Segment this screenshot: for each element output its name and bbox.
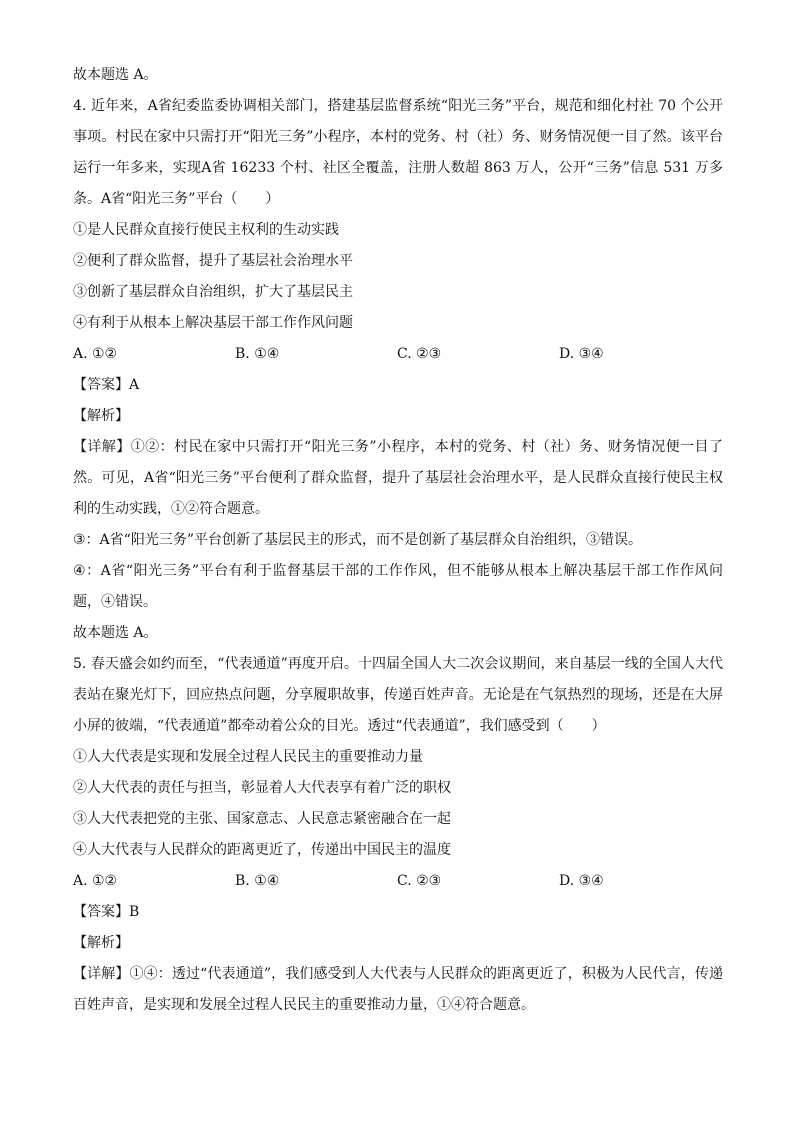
detail-paragraph: ③：A省“阳光三务”平台创新了基层民主的形式，而不是创新了基层群众自治组织，③错误。 bbox=[73, 532, 642, 548]
statement-option: ②便利了群众监督，提升了基层社会治理水平 bbox=[73, 253, 353, 269]
detail-paragraph: 【详解】①②：村民在家中只需打开“阳光三务”小程序，本村的党务、村（社）务、财务情况便一目了然。可见，A省“阳光三务”平台便利了群众监督，提升了基层社会治理水平，是人民群众直接行使民主权利的生动实践，①②符合题意。 bbox=[73, 439, 723, 517]
question-stem: 5. 春天盛会如约而至，“代表通道”再度开启。十四届全国人大二次会议期间，来自基层一线的全国人大代表站在聚光灯下，回应热点问题，分享履职故事，传递百姓声音。无论是在气氛热烈的现场，还是在大屏小屏的彼端，“代表通道”都牵动着公众的目光。透过“代表通道”，我们感受到（ ） bbox=[73, 656, 723, 734]
choice-c: C. ②③ bbox=[397, 873, 442, 889]
answer-choices bbox=[73, 339, 723, 370]
choice-d: D. ③④ bbox=[559, 346, 604, 362]
answer-choices bbox=[73, 866, 723, 897]
question-5 bbox=[73, 649, 723, 1021]
statement-option: ①人大代表是实现和发展全过程人民民主的重要推动力量 bbox=[73, 749, 423, 765]
analysis-label: 【解析】 bbox=[73, 408, 129, 424]
statement-option: ③创新了基层群众自治组织，扩大了基层民主 bbox=[73, 284, 353, 300]
detail-paragraph: 【详解】①④：透过“代表通道”，我们感受到人大代表与人民群众的距离更近了，积极为人民代言，传递百姓声音，是实现和发展全过程人民民主的重要推动力量，①④符合题意。 bbox=[73, 966, 723, 1013]
statement-option: ③人大代表把党的主张、国家意志、人民意志紧密融合在一起 bbox=[73, 811, 451, 827]
detail-paragraph: ④：A省“阳光三务”平台有利于监督基层干部的工作作风，但不能够从根本上解决基层干部工作作风问题，④错误。 bbox=[73, 563, 723, 610]
statement-option: ②人大代表的责任与担当，彰显着人大代表享有着广泛的职权 bbox=[73, 780, 451, 796]
document-page bbox=[73, 60, 723, 1021]
previous-question-conclusion: 故本题选 A。 bbox=[73, 67, 158, 83]
statement-option: ④人大代表与人民群众的距离更近了，传递出中国民主的温度 bbox=[73, 842, 451, 858]
choice-b: B. ①④ bbox=[235, 346, 280, 362]
statement-option: ④有利于从根本上解决基层干部工作作风问题 bbox=[73, 315, 353, 331]
choice-d: D. ③④ bbox=[559, 873, 604, 889]
analysis-label: 【解析】 bbox=[73, 935, 129, 951]
choice-c: C. ②③ bbox=[397, 346, 442, 362]
choice-a: A. ①② bbox=[73, 346, 118, 362]
answer-label: 【答案】B bbox=[73, 904, 140, 920]
statement-option: ①是人民群众直接行使民主权利的生动实践 bbox=[73, 222, 339, 238]
choice-a: A. ①② bbox=[73, 873, 118, 889]
question-stem: 4. 近年来，A省纪委监委协调相关部门，搭建基层监督系统“阳光三务”平台，规范和细化村社 70 个公开事项。村民在家中只需打开“阳光三务”小程序，本村的党务、村（社）务、财务情况便一目了然。该平台运行一年多来，实现A省 16233 个村、社区全覆盖，注册人数超 863 万人，公开“三务”信息 531 万多条。A省“阳光三务”平台（ ） bbox=[73, 98, 723, 207]
question-4 bbox=[73, 91, 723, 649]
choice-b: B. ①④ bbox=[235, 873, 280, 889]
question-conclusion: 故本题选 A。 bbox=[73, 625, 158, 641]
answer-label: 【答案】A bbox=[73, 377, 140, 393]
